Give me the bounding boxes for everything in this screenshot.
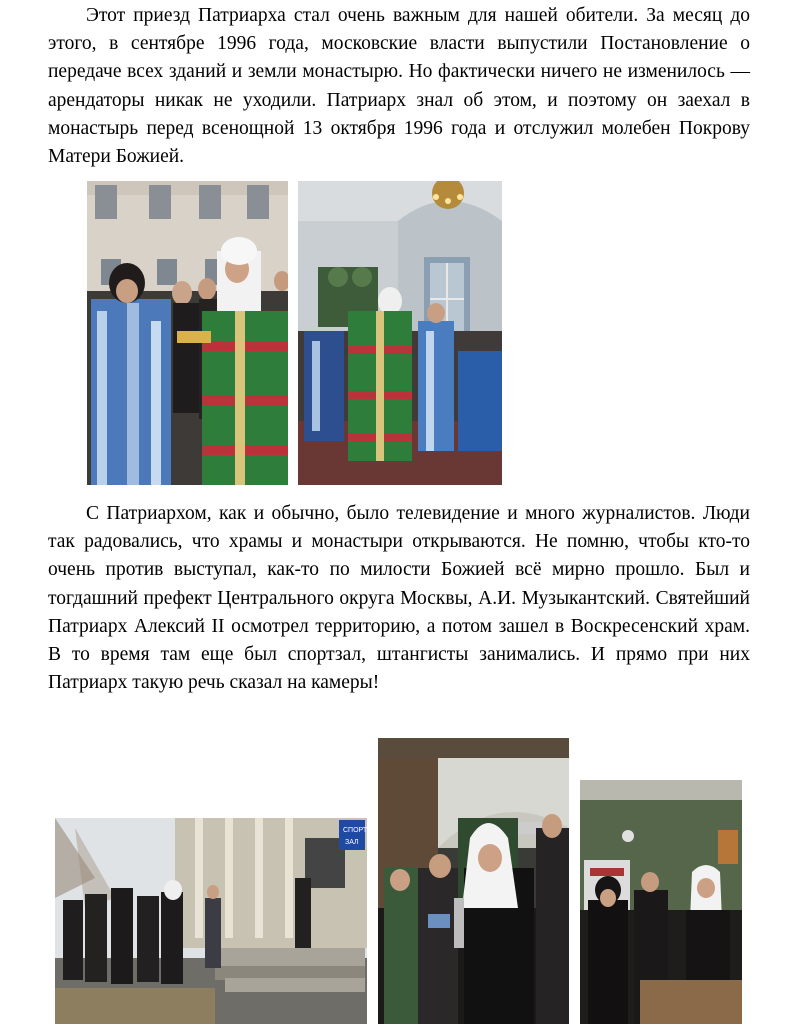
paragraph-1: Этот приезд Патриарха стал очень важным для нашей обители. За месяц до этого, в сентябре 1996 года, московские власти выпустили Постановление о передаче всех зданий и земли монастырю. Но фактически ничего не изменилось — арендаторы никак не уходили. Патриарх знал об этом, и поэтому он заехал в монастырь перед всенощной 13 октября 1996 года и отслужил молебен Покрову Матери Божией. — [48, 5, 750, 168]
photo-patriarch-interview — [378, 738, 569, 1024]
photo-molieben-interior — [298, 181, 502, 485]
photo-patriarch-hall — [580, 780, 742, 1024]
photo-patriarch-greeting-clergy — [87, 181, 288, 485]
sign-text-2: ЗАЛ — [345, 839, 359, 846]
paragraph-2: С Патриархом, как и обычно, было телевидение и много журналистов. Люди так радовались, что храмы и монастыри открываются. Не помню, чтобы кто-то очень против выступал, как-то по милости Божией всё мирно прошло. Был и тогдашний префект Центрального округа Москвы, А.И. Музыкантский. Святейший Патриарх Алексий II осмотрел территорию, а потом зашел в Воскресенский храм. В то время там еще был спортзал, штангисты занимались. И прямо при них Патриарх такую речь сказал на камеры! — [48, 503, 750, 694]
sign-text-1: СПОРТ — [343, 827, 367, 834]
photo-procession-outdoors — [55, 818, 367, 1024]
